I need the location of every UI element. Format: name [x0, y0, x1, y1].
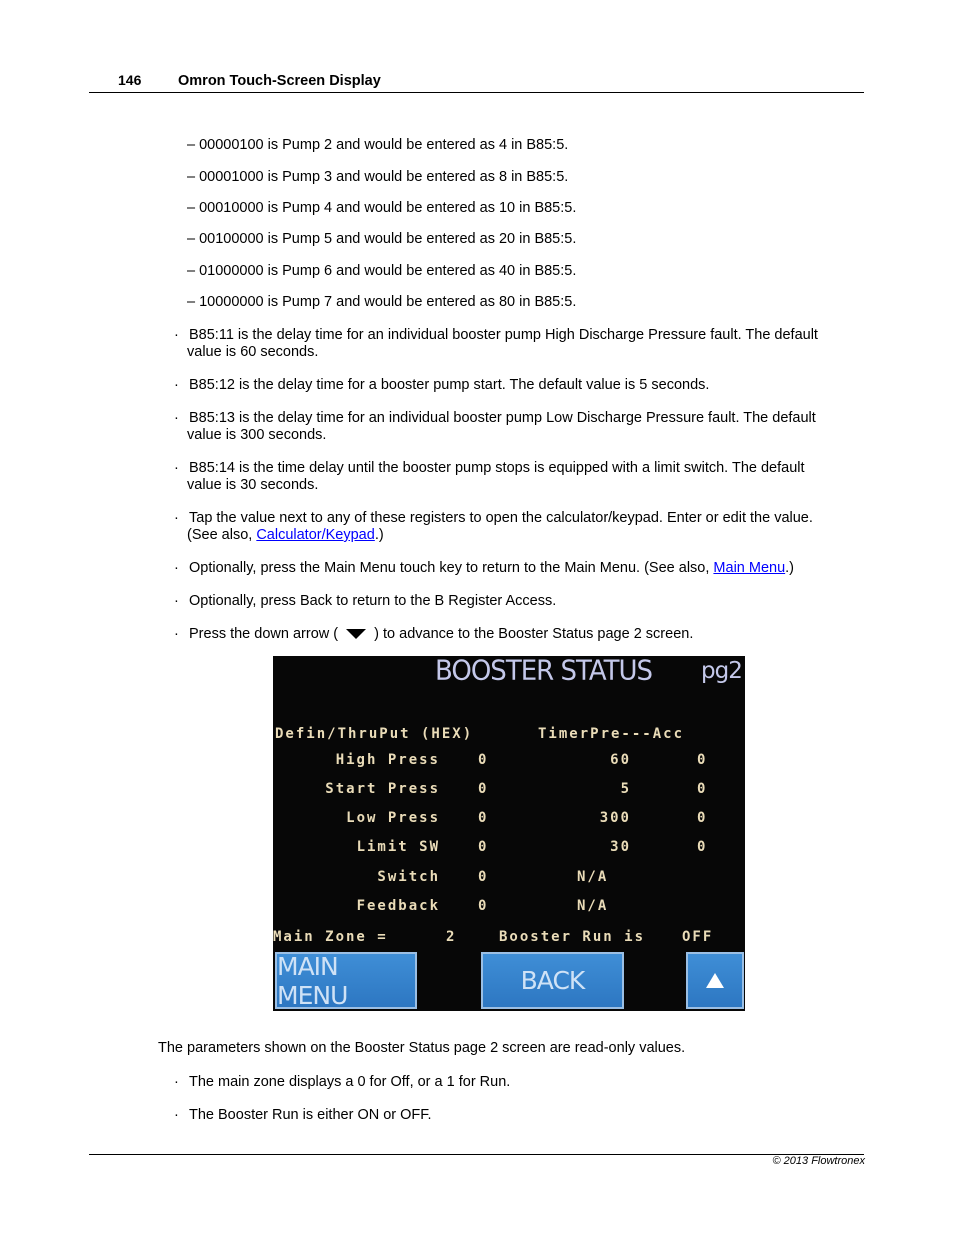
row-hex[interactable]: 0 — [478, 898, 489, 914]
screen-title: BOOSTER STATUS — [435, 656, 653, 687]
screen-page-indicator: pg2 — [701, 658, 742, 684]
bullet-dot: · — [174, 593, 179, 609]
bullet-dot: · — [174, 460, 179, 476]
body-paragraph: The parameters shown on the Booster Status page 2 screen are read-only values. — [158, 1040, 686, 1056]
dash-item: – 01000000 is Pump 6 and would be entered as 40 in B85:5. — [187, 263, 577, 279]
up-arrow-icon — [706, 973, 724, 988]
bullet-item — [174, 410, 864, 444]
section-title: Omron Touch-Screen Display — [178, 73, 381, 89]
down-arrow-icon — [346, 629, 366, 639]
bullet-item — [174, 593, 864, 610]
bullet-text — [174, 560, 864, 577]
dash-item: – 00001000 is Pump 3 and would be entered as 8 in B85:5. — [187, 169, 569, 185]
bullet-dot: · — [174, 1074, 179, 1090]
dash-item: – 10000000 is Pump 7 and would be entered as 80 in B85:5. — [187, 294, 577, 310]
row-label: High Press — [335, 752, 440, 768]
back-button[interactable]: BACK — [481, 952, 624, 1009]
bullet-text — [174, 527, 864, 544]
bullet-text-pre: (See also, — [187, 527, 257, 543]
footer-rule — [89, 1154, 864, 1155]
bullet-dot: · — [174, 1107, 179, 1123]
column-header-left: Defin/ThruPut (HEX) — [275, 726, 474, 742]
up-arrow-button[interactable] — [686, 952, 744, 1009]
row-timer-pre[interactable]: 5 — [620, 781, 631, 797]
dash-item: – 00000100 is Pump 2 and would be entered as 4 in B85:5. — [187, 137, 569, 153]
row-label: Limit SW — [356, 839, 440, 855]
row-timer-acc: 0 — [697, 781, 708, 797]
bullet-text: B85:14 is the time delay until the booster pump stops is equipped with a limit switch. The default — [189, 460, 805, 476]
row-hex[interactable]: 0 — [478, 869, 489, 885]
dash-item: – 00100000 is Pump 5 and would be entered as 20 in B85:5. — [187, 231, 577, 247]
bullet-item — [174, 560, 864, 577]
bullet-text — [174, 626, 864, 643]
row-hex[interactable]: 0 — [478, 810, 489, 826]
row-hex[interactable]: 0 — [478, 752, 489, 768]
bullet-text: B85:13 is the delay time for an individual booster pump Low Discharge Pressure fault. The default — [189, 410, 816, 426]
bullet-dot: · — [174, 510, 179, 526]
row-timer-acc: 0 — [697, 810, 708, 826]
bullet-item — [174, 510, 864, 544]
bullet-text-post: .) — [374, 527, 384, 543]
bullet-text-post: ) to advance to the Booster Status page 2 screen. — [370, 626, 694, 642]
bullet-item — [174, 377, 864, 394]
row-timer-acc: 0 — [697, 752, 708, 768]
dash-item: – 00010000 is Pump 4 and would be entered as 10 in B85:5. — [187, 200, 577, 216]
bullet-item — [174, 626, 864, 643]
bullet-item — [174, 327, 864, 361]
main-zone-value: 2 — [446, 929, 457, 945]
header-rule — [89, 92, 864, 93]
bullet-text: B85:11 is the delay time for an individual booster pump High Discharge Pressure fault. The default — [189, 327, 818, 343]
row-timer-pre[interactable]: 60 — [610, 752, 631, 768]
booster-run-label: Booster Run is — [499, 929, 646, 945]
row-label: Start Press — [325, 781, 440, 797]
main-zone-label: Main Zone = — [273, 929, 388, 945]
bullet-text: value is 60 seconds. — [187, 344, 319, 360]
row-timer-acc: 0 — [697, 839, 708, 855]
bullet-text-pre: Optionally, press the Main Menu touch key to return to the Main Menu. (See also, — [189, 560, 714, 576]
row-timer-pre: N/A — [577, 898, 609, 914]
bullet-text: B85:12 is the delay time for a booster pump start. The default value is 5 seconds. — [189, 377, 710, 393]
main-menu-button[interactable]: MAIN MENU — [275, 952, 417, 1009]
calculator-keypad-link[interactable]: Calculator/Keypad — [256, 527, 375, 543]
bullet-text: value is 30 seconds. — [187, 477, 319, 493]
bullet-text: Tap the value next to any of these registers to open the calculator/keypad. Enter or edit the value. — [189, 510, 813, 526]
booster-status-screen — [273, 656, 745, 1011]
row-timer-pre: N/A — [577, 869, 609, 885]
bullet-dot: · — [174, 377, 179, 393]
row-timer-pre[interactable]: 30 — [610, 839, 631, 855]
row-label: Switch — [377, 869, 440, 885]
row-hex[interactable]: 0 — [478, 781, 489, 797]
column-header-right: TimerPre---Acc — [538, 726, 685, 742]
bullet-text: value is 300 seconds. — [187, 427, 327, 443]
footer-copyright: © 2013 Flowtronex — [772, 1155, 865, 1167]
bullet-dot: · — [174, 327, 179, 343]
bullet-item — [174, 460, 864, 494]
bullet-text-post: .) — [785, 560, 795, 576]
bullet-dot: · — [174, 626, 179, 642]
bullet-text: The main zone displays a 0 for Off, or a 1 for Run. — [189, 1074, 511, 1090]
row-hex[interactable]: 0 — [478, 839, 489, 855]
bullet-dot: · — [174, 560, 179, 576]
booster-run-value: OFF — [682, 929, 714, 945]
bullet-text: Optionally, press Back to return to the B Register Access. — [189, 593, 557, 609]
bullet-item — [174, 1074, 864, 1091]
bullet-dot: · — [174, 410, 179, 426]
row-label: Low Press — [346, 810, 440, 826]
page-number: 146 — [118, 72, 142, 88]
row-label: Feedback — [356, 898, 440, 914]
bullet-text-pre: Press the down arrow ( — [189, 626, 343, 642]
bullet-text: The Booster Run is either ON or OFF. — [189, 1107, 432, 1123]
row-timer-pre[interactable]: 300 — [599, 810, 631, 826]
main-menu-link[interactable]: Main Menu — [713, 560, 786, 576]
bullet-item — [174, 1107, 864, 1124]
